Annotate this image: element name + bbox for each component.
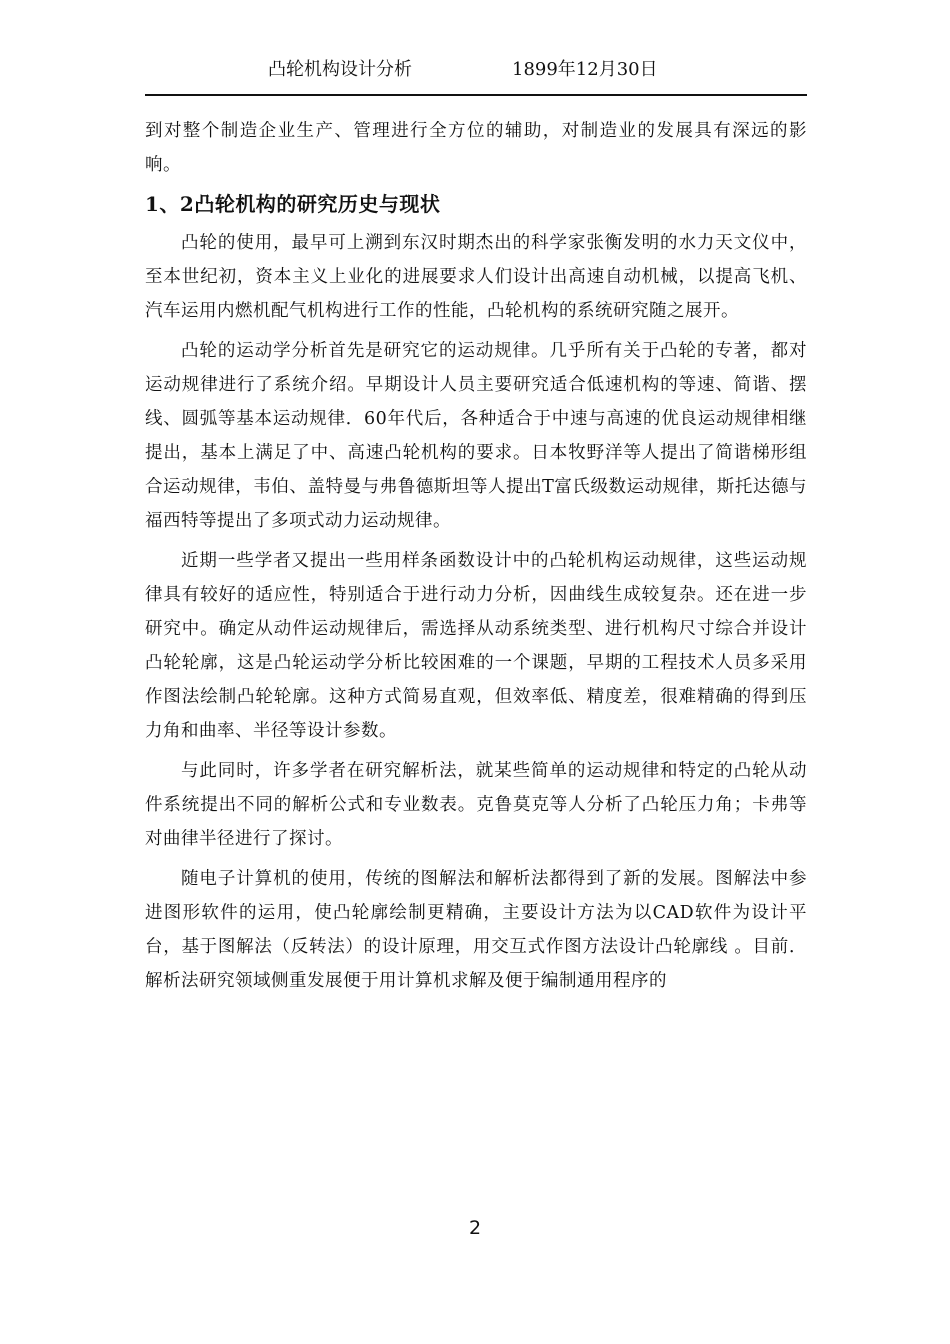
paragraph-analytic-methods: 与此同时，许多学者在研究解析法，就某些简单的运动规律和特定的凸轮从动件系统提出不同的解析公式和专业数表。克鲁莫克等人分析了凸轮压力角；卡弗等对曲律半径进行了探讨。 [145,761,807,849]
header-title: 凸轮机构设计分析 [268,59,412,80]
paragraph-history: 凸轮的使用，最早可上溯到东汉时期杰出的科学家张衡发明的水力天文仪中，至本世纪初，资本主义上业化的进展要求人们设计出高速自动机械，以提高飞机、汽车运用内燃机配气机构进行工作的性能，凸轮机构的系统研究随之展开。 [145,233,807,321]
paragraph-motion-laws: 凸轮的运动学分析首先是研究它的运动规律。几乎所有关于凸轮的专著，都对运动规律进行了系统介绍。早期设计人员主要研究适合低速机构的等速、简谐、摆线、圆弧等基本运动规律．60年代后，各种适合于中速与高速的优良运动规律相继提出，基本上满足了中、高速凸轮机构的要求。日本牧野洋等人提出了简谐梯形组合运动规律，韦伯、盖特曼与弗鲁德斯坦等人提出T富氏级数运动规律，斯托达德与福西特等提出了多项式动力运动规律。 [145,341,807,531]
page-header [145,56,807,90]
page-number: 2 [468,1217,482,1239]
intro-paragraph: 到对整个制造企业生产、管理进行全方位的辅助，对制造业的发展具有深远的影响。 [145,121,807,175]
paragraph-spline-methods: 近期一些学者又提出一些用样条函数设计中的凸轮机构运动规律，这些运动规律具有较好的适应性，特别适合于进行动力分析，因曲线生成较复杂。还在进一步研究中。确定从动件运动规律后，需选择从动系统类型、进行机构尺寸综合并设计凸轮轮廓，这是凸轮运动学分析比较困难的一个课题，早期的工程技术人员多采用作图法绘制凸轮轮廓。这种方式简易直观，但效率低、精度差，很难精确的得到压力角和曲率、半径等设计参数。 [145,551,807,741]
section-heading: 1、2凸轮机构的研究历史与现状 [145,192,441,216]
header-date: 1899年12月30日 [512,59,658,80]
paragraph-computer-methods: 随电子计算机的使用，传统的图解法和解析法都得到了新的发展。图解法中参进图形软件的运用，使凸轮廓绘制更精确，主要设计方法为以CAD软件为设计平台，基于图解法（反转法）的设计原理，用交互式作图方法设计凸轮廓线 。目前．解析法研究领域侧重发展便于用计算机求解及便于编制通用程序的 [145,869,807,991]
header-divider [145,94,807,96]
document-body [145,114,807,998]
